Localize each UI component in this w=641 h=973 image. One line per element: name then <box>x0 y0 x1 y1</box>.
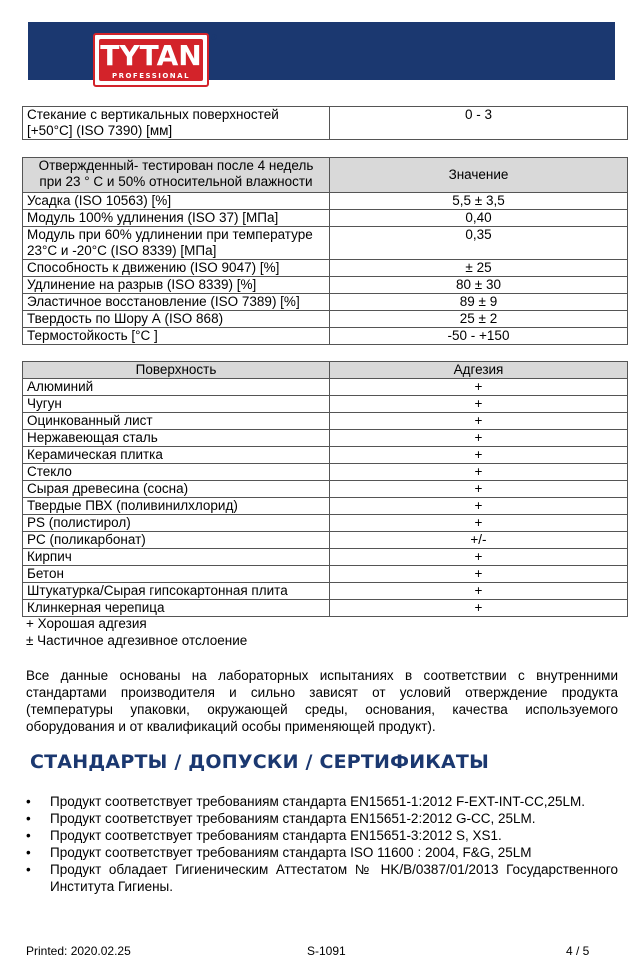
table-header-row <box>23 158 628 193</box>
property-label: Эластичное восстановление (ISO 7389) [%] <box>23 294 330 311</box>
surface-name: Чугун <box>23 396 330 413</box>
adhesion-rating: + <box>330 447 628 464</box>
table-row <box>23 549 628 566</box>
property-label: Модуль при 60% удлинении при температуре 23°C и -20°C (ISO 8339) [МПа] <box>23 227 330 260</box>
property-label: Термостойкость [°C ] <box>23 328 330 345</box>
bullet-icon: • <box>26 828 31 843</box>
property-value: 25 ± 2 <box>330 311 628 328</box>
table-row <box>23 193 628 210</box>
table-row <box>23 210 628 227</box>
properties-table <box>22 157 628 345</box>
adhesion-rating: + <box>330 498 628 515</box>
table-row <box>23 227 628 260</box>
surface-name: Сырая древесина (сосна) <box>23 481 330 498</box>
table-row <box>23 532 628 549</box>
sag-value: 0 - 3 <box>330 107 628 140</box>
section-title: СТАНДАРТЫ / ДОПУСКИ / СЕРТИФИКАТЫ <box>30 751 489 773</box>
logo-text: TYTAN <box>100 39 202 72</box>
property-label: Твердость по Шору А (ISO 868) <box>23 311 330 328</box>
property-value: 80 ± 30 <box>330 277 628 294</box>
bullet-icon: • <box>26 794 31 809</box>
adhesion-rating: + <box>330 413 628 430</box>
tytan-logo <box>93 33 209 87</box>
property-value: 0,35 <box>330 227 628 260</box>
property-value: 89 ± 9 <box>330 294 628 311</box>
list-item <box>26 844 618 861</box>
list-item <box>26 827 618 844</box>
sag-table <box>22 106 628 140</box>
surface-name: Стекло <box>23 464 330 481</box>
table-row <box>23 430 628 447</box>
property-value: 5,5 ± 3,5 <box>330 193 628 210</box>
footer-printed: Printed: 2020.02.25 <box>26 944 131 958</box>
property-label: Способность к движению (ISO 9047) [%] <box>23 260 330 277</box>
list-item-text: Продукт обладает Гигиеническим Аттестатом № HK/B/0387/01/2013 Государственного Института Гигиены. <box>50 862 618 894</box>
table-row <box>23 600 628 617</box>
adhesion-rating: + <box>330 481 628 498</box>
surface-name: Кирпич <box>23 549 330 566</box>
footer-page: 4 / 5 <box>566 944 590 958</box>
list-item-text: Продукт соответствует требованиям стандарта ISO 11600 : 2004, F&G, 25LM <box>50 845 532 860</box>
properties-header-value: Значение <box>330 158 628 193</box>
table-row <box>23 260 628 277</box>
table-row <box>23 277 628 294</box>
surface-name: Оцинкованный лист <box>23 413 330 430</box>
adhesion-rating: + <box>330 515 628 532</box>
table-row <box>23 294 628 311</box>
surface-name: Нержавеющая сталь <box>23 430 330 447</box>
logo-subtitle: PROFESSIONAL <box>111 72 191 80</box>
table-row <box>23 583 628 600</box>
property-value: 0,40 <box>330 210 628 227</box>
surface-name: PS (полистирол) <box>23 515 330 532</box>
list-item <box>26 810 618 827</box>
table-row <box>23 107 628 140</box>
list-item <box>26 793 618 810</box>
bullet-icon: • <box>26 845 31 860</box>
legend-partial: ± Частичное адгезивное отслоение <box>26 633 248 648</box>
table-row <box>23 481 628 498</box>
table-header-row <box>23 362 628 379</box>
list-item-text: Продукт соответствует требованиям стандарта EN15651-2:2012 G-CC, 25LM. <box>50 811 536 826</box>
property-label: Удлинение на разрыв (ISO 8339) [%] <box>23 277 330 294</box>
surface-name: Штукатурка/Сырая гипсокартонная плита <box>23 583 330 600</box>
table-row <box>23 396 628 413</box>
adhesion-rating: + <box>330 600 628 617</box>
sag-label: Стекание с вертикальных поверхностей [+50°C] (ISO 7390) [мм] <box>23 107 330 140</box>
adhesion-header-surface: Поверхность <box>23 362 330 379</box>
table-row <box>23 515 628 532</box>
table-row <box>23 311 628 328</box>
property-value: -50 - +150 <box>330 328 628 345</box>
legend-good: + Хорошая адгезия <box>26 616 147 631</box>
adhesion-rating: + <box>330 566 628 583</box>
list-item <box>26 861 618 895</box>
adhesion-rating: + <box>330 549 628 566</box>
footer-code: S-1091 <box>307 944 346 958</box>
adhesion-rating: + <box>330 430 628 447</box>
adhesion-rating: + <box>330 379 628 396</box>
disclaimer-paragraph: Все данные основаны на лабораторных испытаниях в соответствии с внутренними стандартами производителя и сильно зависят от условий отверждение продукта (температуры упаковки, окружающей среды, основания, качества используемого оборудования и от квалификаций особы применяющей продукт). <box>26 668 618 734</box>
registered-mark: ® <box>211 33 217 42</box>
table-row <box>23 566 628 583</box>
list-item-text: Продукт соответствует требованиям стандарта EN15651-1:2012 F-EXT-INT-CC,25LM. <box>50 794 585 809</box>
table-row <box>23 498 628 515</box>
standards-list <box>26 793 618 895</box>
surface-name: Керамическая плитка <box>23 447 330 464</box>
list-item-text: Продукт соответствует требованиям стандарта EN15651-3:2012 S, XS1. <box>50 828 502 843</box>
table-row <box>23 328 628 345</box>
table-row <box>23 379 628 396</box>
surface-name: Бетон <box>23 566 330 583</box>
table-row <box>23 447 628 464</box>
table-row <box>23 413 628 430</box>
property-label: Модуль 100% удлинения (ISO 37) [МПа] <box>23 210 330 227</box>
properties-header-label: Отвержденный- тестирован после 4 недель при 23 ° C и 50% относительной влажности <box>23 158 330 193</box>
surface-name: Твердые ПВХ (поливинилхлорид) <box>23 498 330 515</box>
bullet-icon: • <box>26 811 31 826</box>
table-row <box>23 464 628 481</box>
adhesion-rating: + <box>330 396 628 413</box>
property-value: ± 25 <box>330 260 628 277</box>
adhesion-rating: +/- <box>330 532 628 549</box>
surface-name: Алюминий <box>23 379 330 396</box>
adhesion-header-adhesion: Адгезия <box>330 362 628 379</box>
bullet-icon: • <box>26 862 31 877</box>
property-label: Усадка (ISO 10563) [%] <box>23 193 330 210</box>
surface-name: Клинкерная черепица <box>23 600 330 617</box>
adhesion-rating: + <box>330 464 628 481</box>
adhesion-table <box>22 361 628 617</box>
surface-name: PC (поликарбонат) <box>23 532 330 549</box>
adhesion-rating: + <box>330 583 628 600</box>
